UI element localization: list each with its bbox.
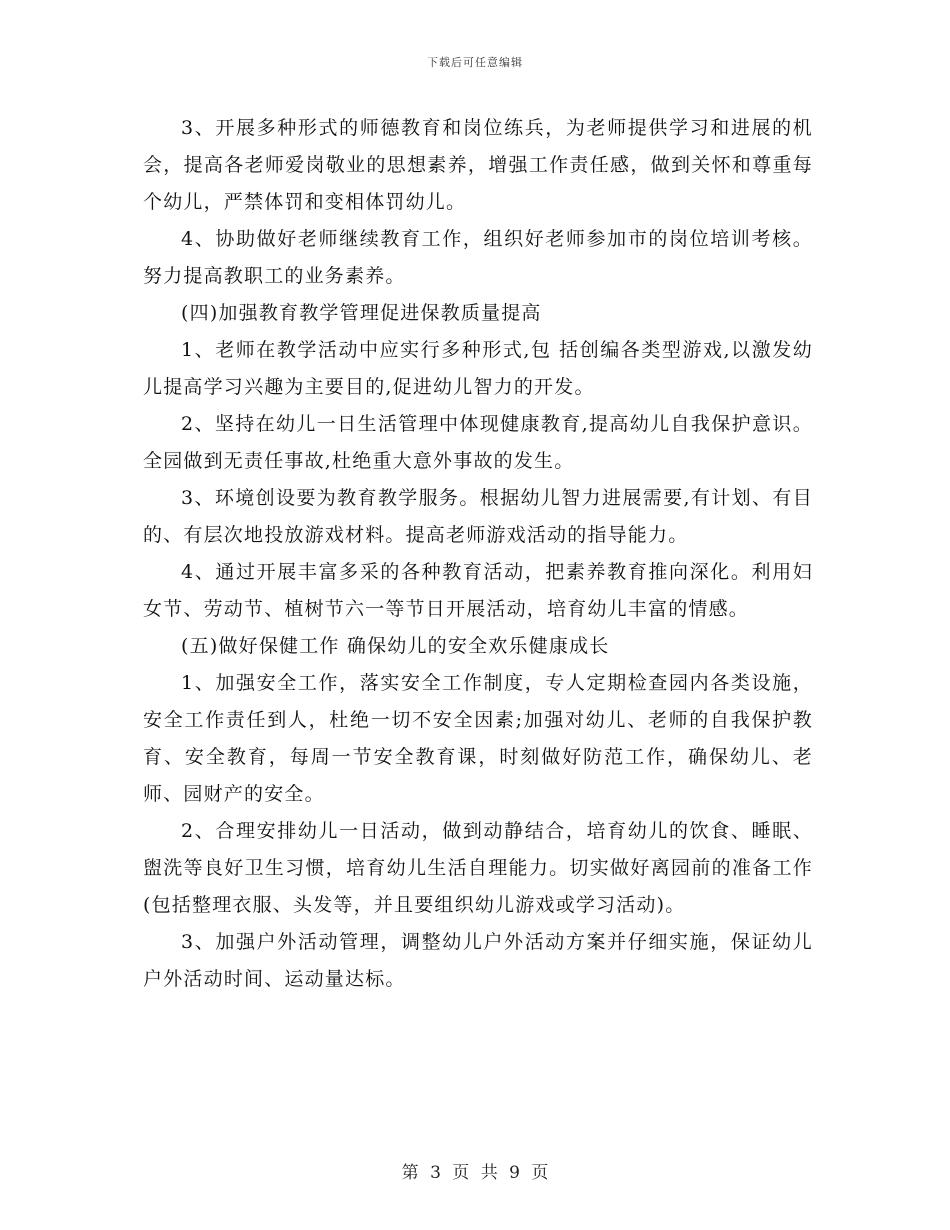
paragraph-4-1: 1、老师在教学活动中应实行多种形式,包 括创编各类型游戏,以激发幼儿提高学习兴趣为主要目的,促进幼儿智力的开发。 (143, 339, 813, 398)
paragraph-3: 3、开展多种形式的师德教育和岗位练兵，为老师提供学习和进展的机会，提高各老师爱岗敬业的思想素养，增强工作责任感，做到关怀和尊重每个幼儿，严禁体罚和变相体罚幼儿。 (143, 117, 813, 213)
page-header-note: 下载后可任意编辑 (427, 56, 523, 69)
section-heading-4: (四)加强教育教学管理促进保教质量提高 (181, 302, 542, 324)
paragraph-4-4: 4、通过开展丰富多采的各种教育活动，把素养教育推向深化。利用妇女节、劳动节、植树节六一等节日开展活动，培育幼儿丰富的情感。 (143, 561, 813, 620)
paragraph-5-1: 1、加强安全工作，落实安全工作制度，专人定期检查园内各类设施，安全工作责任到人，杜绝一切不安全因素;加强对幼儿、老师的自我保护教育、安全教育，每周一节安全教育课，时刻做好防范工作，确保幼儿、老师、园财产的安全。 (143, 672, 813, 805)
page-number: 第 3 页 共 9 页 (401, 1163, 549, 1183)
document-body (143, 110, 813, 998)
paragraph-4-3: 3、环境创设要为教育教学服务。根据幼儿智力进展需要,有计划、有目的、有层次地投放游戏材料。提高老师游戏活动的指导能力。 (143, 487, 813, 546)
section-heading-5: (五)做好保健工作 确保幼儿的安全欢乐健康成长 (181, 635, 610, 657)
paragraph-4: 4、协助做好老师继续教育工作，组织好老师参加市的岗位培训考核。努力提高教职工的业务素养。 (143, 228, 813, 287)
paragraph-4-2: 2、坚持在幼儿一日生活管理中体现健康教育,提高幼儿自我保护意识。全园做到无责任事故,杜绝重大意外事故的发生。 (143, 413, 813, 472)
paragraph-5-2: 2、合理安排幼儿一日活动，做到动静结合，培育幼儿的饮食、睡眠、盥洗等良好卫生习惯，培育幼儿生活自理能力。切实做好离园前的准备工作(包括整理衣服、头发等，并且要组织幼儿游戏或学习活动)。 (143, 820, 813, 916)
paragraph-5-3: 3、加强户外活动管理，调整幼儿户外活动方案并仔细实施，保证幼儿户外活动时间、运动量达标。 (143, 931, 813, 990)
